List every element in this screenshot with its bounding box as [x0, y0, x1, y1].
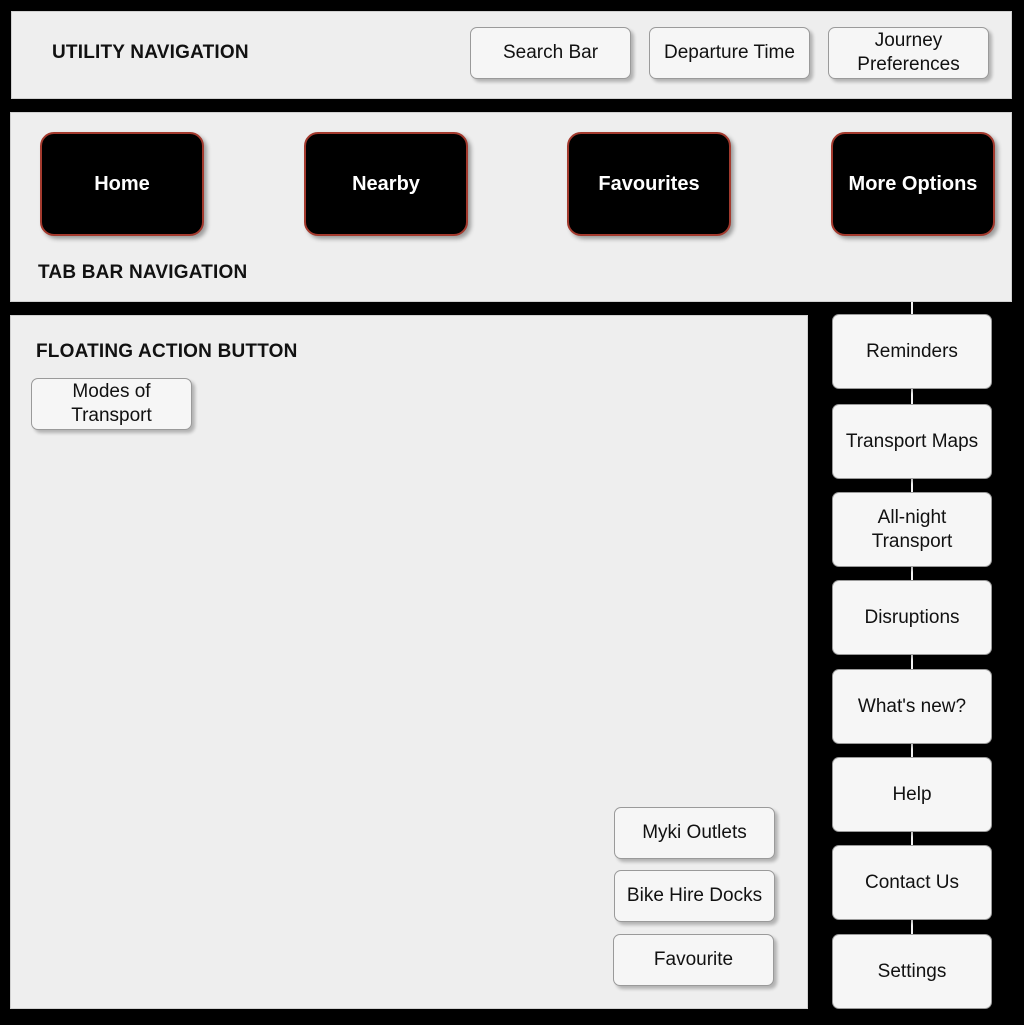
- menu-item-contact-us[interactable]: Contact Us: [832, 845, 992, 920]
- menu-item-reminders[interactable]: Reminders: [832, 314, 992, 389]
- search-bar-button[interactable]: Search Bar: [470, 27, 631, 79]
- utility-navigation-title: UTILITY NAVIGATION: [52, 42, 249, 63]
- menu-item-whats-new[interactable]: What's new?: [832, 669, 992, 744]
- journey-preferences-button[interactable]: Journey Preferences: [828, 27, 989, 79]
- modes-of-transport-button[interactable]: Modes of Transport: [31, 378, 192, 430]
- tab-home[interactable]: Home: [40, 132, 204, 236]
- myki-outlets-button[interactable]: Myki Outlets: [614, 807, 775, 859]
- floating-action-button-title: FLOATING ACTION BUTTON: [36, 341, 298, 362]
- menu-item-all-night-transport[interactable]: All-night Transport: [832, 492, 992, 567]
- menu-item-help[interactable]: Help: [832, 757, 992, 832]
- bike-hire-docks-button[interactable]: Bike Hire Docks: [614, 870, 775, 922]
- departure-time-button[interactable]: Departure Time: [649, 27, 810, 79]
- tab-nearby[interactable]: Nearby: [304, 132, 468, 236]
- menu-item-settings[interactable]: Settings: [832, 934, 992, 1009]
- favourite-button[interactable]: Favourite: [613, 934, 774, 986]
- menu-item-transport-maps[interactable]: Transport Maps: [832, 404, 992, 479]
- tab-favourites[interactable]: Favourites: [567, 132, 731, 236]
- tab-bar-navigation-title: TAB BAR NAVIGATION: [38, 262, 248, 283]
- menu-item-disruptions[interactable]: Disruptions: [832, 580, 992, 655]
- tab-more-options[interactable]: More Options: [831, 132, 995, 236]
